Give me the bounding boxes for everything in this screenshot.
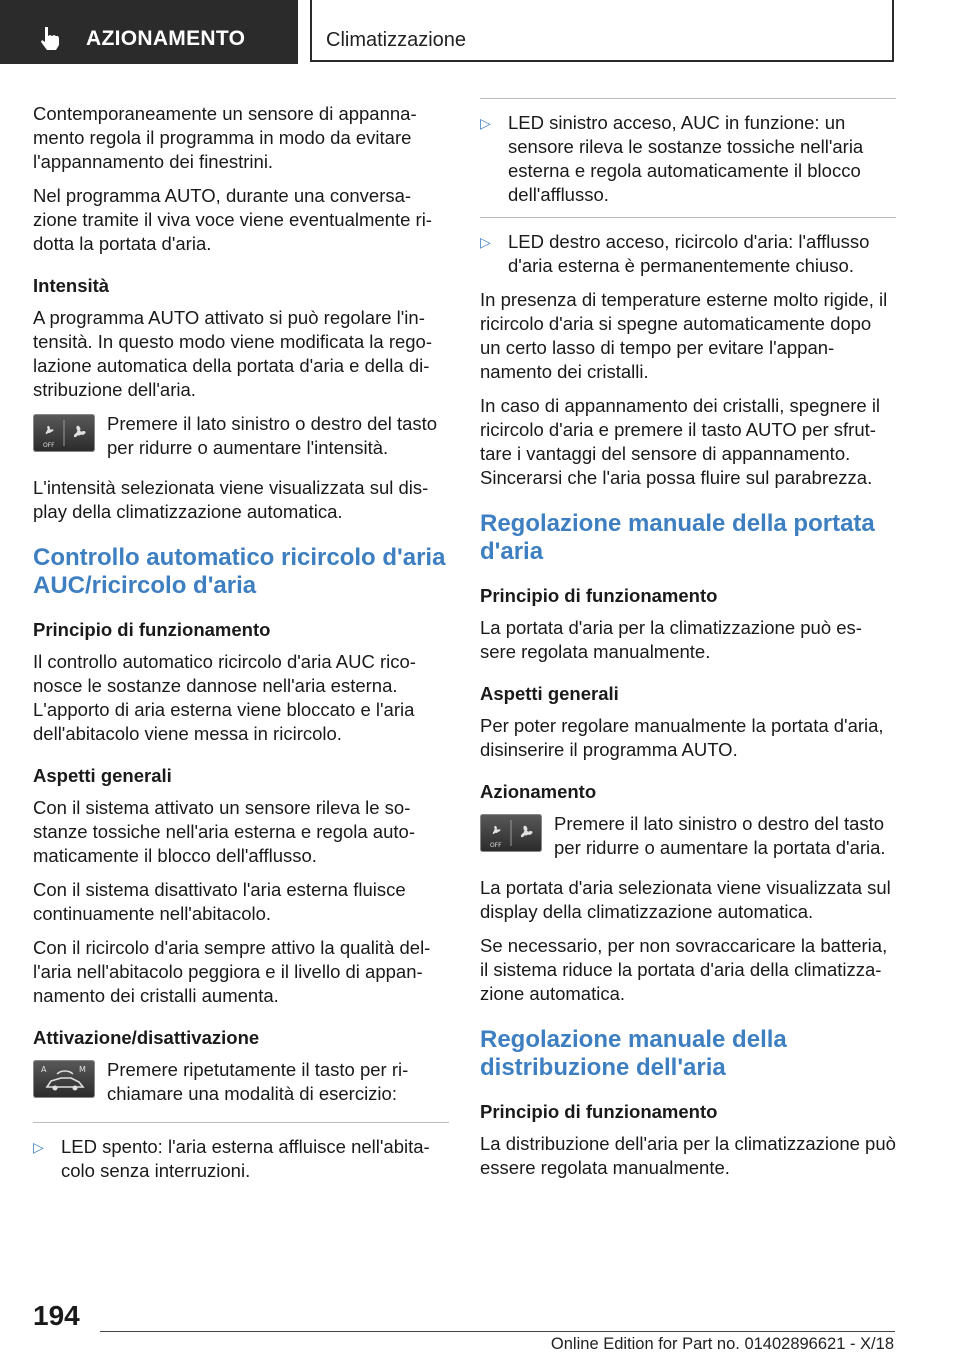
subheading-aspetti: Aspetti generali <box>480 683 619 704</box>
list-item-text: LED spento: l'aria esterna affluisce nell'abita-colo senza interruzioni. <box>61 1136 430 1181</box>
right-column <box>480 102 896 1190</box>
list-item <box>33 1135 449 1183</box>
subheading-aspetti: Aspetti generali <box>33 765 172 786</box>
triangle-right-icon: ▷ <box>33 1139 44 1155</box>
off-label: OFF <box>490 842 502 849</box>
page-number: 194 <box>33 1300 80 1331</box>
section-heading-auc: Controllo automatico ricircolo d'aria AUC/ricircolo d'aria <box>33 544 446 599</box>
paragraph: L'intensità selezionata viene visualizzata sul dis-play della climatizzazione automatica. <box>33 477 429 522</box>
car-recirculation-icon <box>33 1060 95 1098</box>
triangle-right-icon: ▷ <box>480 234 491 250</box>
list-item <box>480 111 896 207</box>
paragraph: Con il sistema disattivato l'aria esterna fluisce continuamente nell'abitacolo. <box>33 879 406 924</box>
button-instruction-text: Premere il lato sinistro o destro del tasto per ridurre o aumentare l'intensità. <box>107 413 438 458</box>
edition-note: Online Edition for Part no. 01402896621 - X/18 <box>550 1335 894 1353</box>
section-tab <box>0 0 298 64</box>
fan-button-image <box>33 414 95 452</box>
footer-divider <box>100 1331 895 1332</box>
subheading-azionamento: Azionamento <box>480 781 597 802</box>
list-item <box>480 230 896 278</box>
paragraph: In presenza di temperature esterne molto rigide, il ricircolo d'aria si spegne automaticamente dopo un certo lasso di tempo per evitare l'appan-namento dei cristalli. <box>480 289 888 382</box>
off-label: OFF <box>43 442 55 449</box>
section-title: AZIONAMENTO <box>86 27 246 50</box>
fan-icon <box>33 414 95 452</box>
paragraph: Con il ricircolo d'aria sempre attivo la qualità del-l'aria nell'abitacolo peggiora e il livello di appan-namento dei cristalli aumenta. <box>33 937 431 1006</box>
button-instruction-text: Premere ripetutamente il tasto per ri-chiamare una modalità di esercizio: <box>107 1059 409 1104</box>
section-heading-portata: Regolazione manuale della portata d'aria <box>480 510 875 565</box>
topic-title: Climatizzazione <box>326 29 467 51</box>
button-instruction <box>480 812 896 860</box>
list-item-text: LED sinistro acceso, AUC in funzione: un sensore rileva le sostanze tossiche nell'aria esterna e regola automaticamente il blocco dell'afflusso. <box>508 112 864 205</box>
paragraph: Il controllo automatico ricircolo d'aria AUC rico-nosce le sostanze dannose nell'aria esterna. L'apporto di aria esterna viene bloccato e l'aria dell'abitacolo viene messa in ricircolo. <box>33 651 416 744</box>
subheading-principio: Principio di funzionamento <box>480 585 718 606</box>
triangle-right-icon: ▷ <box>480 115 491 131</box>
paragraph: A programma AUTO attivato si può regolare l'in-tensità. In questo modo viene modificata la rego-lazione automatica della portata d'aria e della di-stribuzione dell'aria. <box>33 307 433 400</box>
a-label: A <box>41 1065 47 1074</box>
paragraph: Nel programma AUTO, durante una conversa-zione tramite il viva voce viene eventualmente ri-dotta la portata d'aria. <box>33 185 432 254</box>
left-column <box>33 102 449 1193</box>
paragraph: La distribuzione dell'aria per la climatizzazione può essere regolata manualmente. <box>480 1133 896 1178</box>
button-instruction <box>33 412 449 460</box>
m-label: M <box>79 1065 86 1074</box>
subheading-principio: Principio di funzionamento <box>480 1101 718 1122</box>
paragraph: La portata d'aria per la climatizzazione può es-sere regolata manualmente. <box>480 617 862 662</box>
paragraph: La portata d'aria selezionata viene visualizzata sul display della climatizzazione automatica. <box>480 877 891 922</box>
paragraph: In caso di appannamento dei cristalli, spegnere il ricircolo d'aria e premere il tasto AUTO per sfrut-tare i vantaggi del sensore di appannamento. Sincerarsi che l'aria possa fluire sul parabrezza. <box>480 395 881 488</box>
fan-icon <box>480 814 542 852</box>
page-header <box>0 0 960 66</box>
fan-button-image <box>480 814 542 852</box>
paragraph: Con il sistema attivato un sensore rileva le so-stanze tossiche nell'aria esterna e regola auto-maticamente il blocco dell'afflusso. <box>33 797 415 866</box>
paragraph: Se necessario, per non sovraccaricare la batteria, il sistema riduce la portata d'aria della climatizza-zione automatica. <box>480 935 888 1004</box>
section-heading-distribuzione: Regolazione manuale della distribuzione dell'aria <box>480 1026 787 1081</box>
paragraph: Per poter regolare manualmente la portata d'aria, disinserire il programma AUTO. <box>480 715 884 760</box>
pointing-hand-icon <box>38 25 62 51</box>
button-instruction <box>33 1058 449 1106</box>
recirculation-button-image <box>33 1060 95 1098</box>
divider <box>33 1122 449 1123</box>
subheading-principio: Principio di funzionamento <box>33 619 271 640</box>
topic-box <box>310 0 894 62</box>
subheading-attivazione: Attivazione/disattivazione <box>33 1027 260 1048</box>
divider <box>480 98 896 99</box>
list-item-text: LED destro acceso, ricircolo d'aria: l'afflusso d'aria esterna è permanentemente chiuso. <box>508 231 870 276</box>
subheading-intensita: Intensità <box>33 275 110 296</box>
divider <box>480 217 896 218</box>
button-instruction-text: Premere il lato sinistro o destro del tasto per ridurre o aumentare la portata d'aria. <box>554 813 886 858</box>
paragraph: Contemporaneamente un sensore di appanna-mento regola il programma in modo da evitare l'appannamento dei finestrini. <box>33 103 417 172</box>
